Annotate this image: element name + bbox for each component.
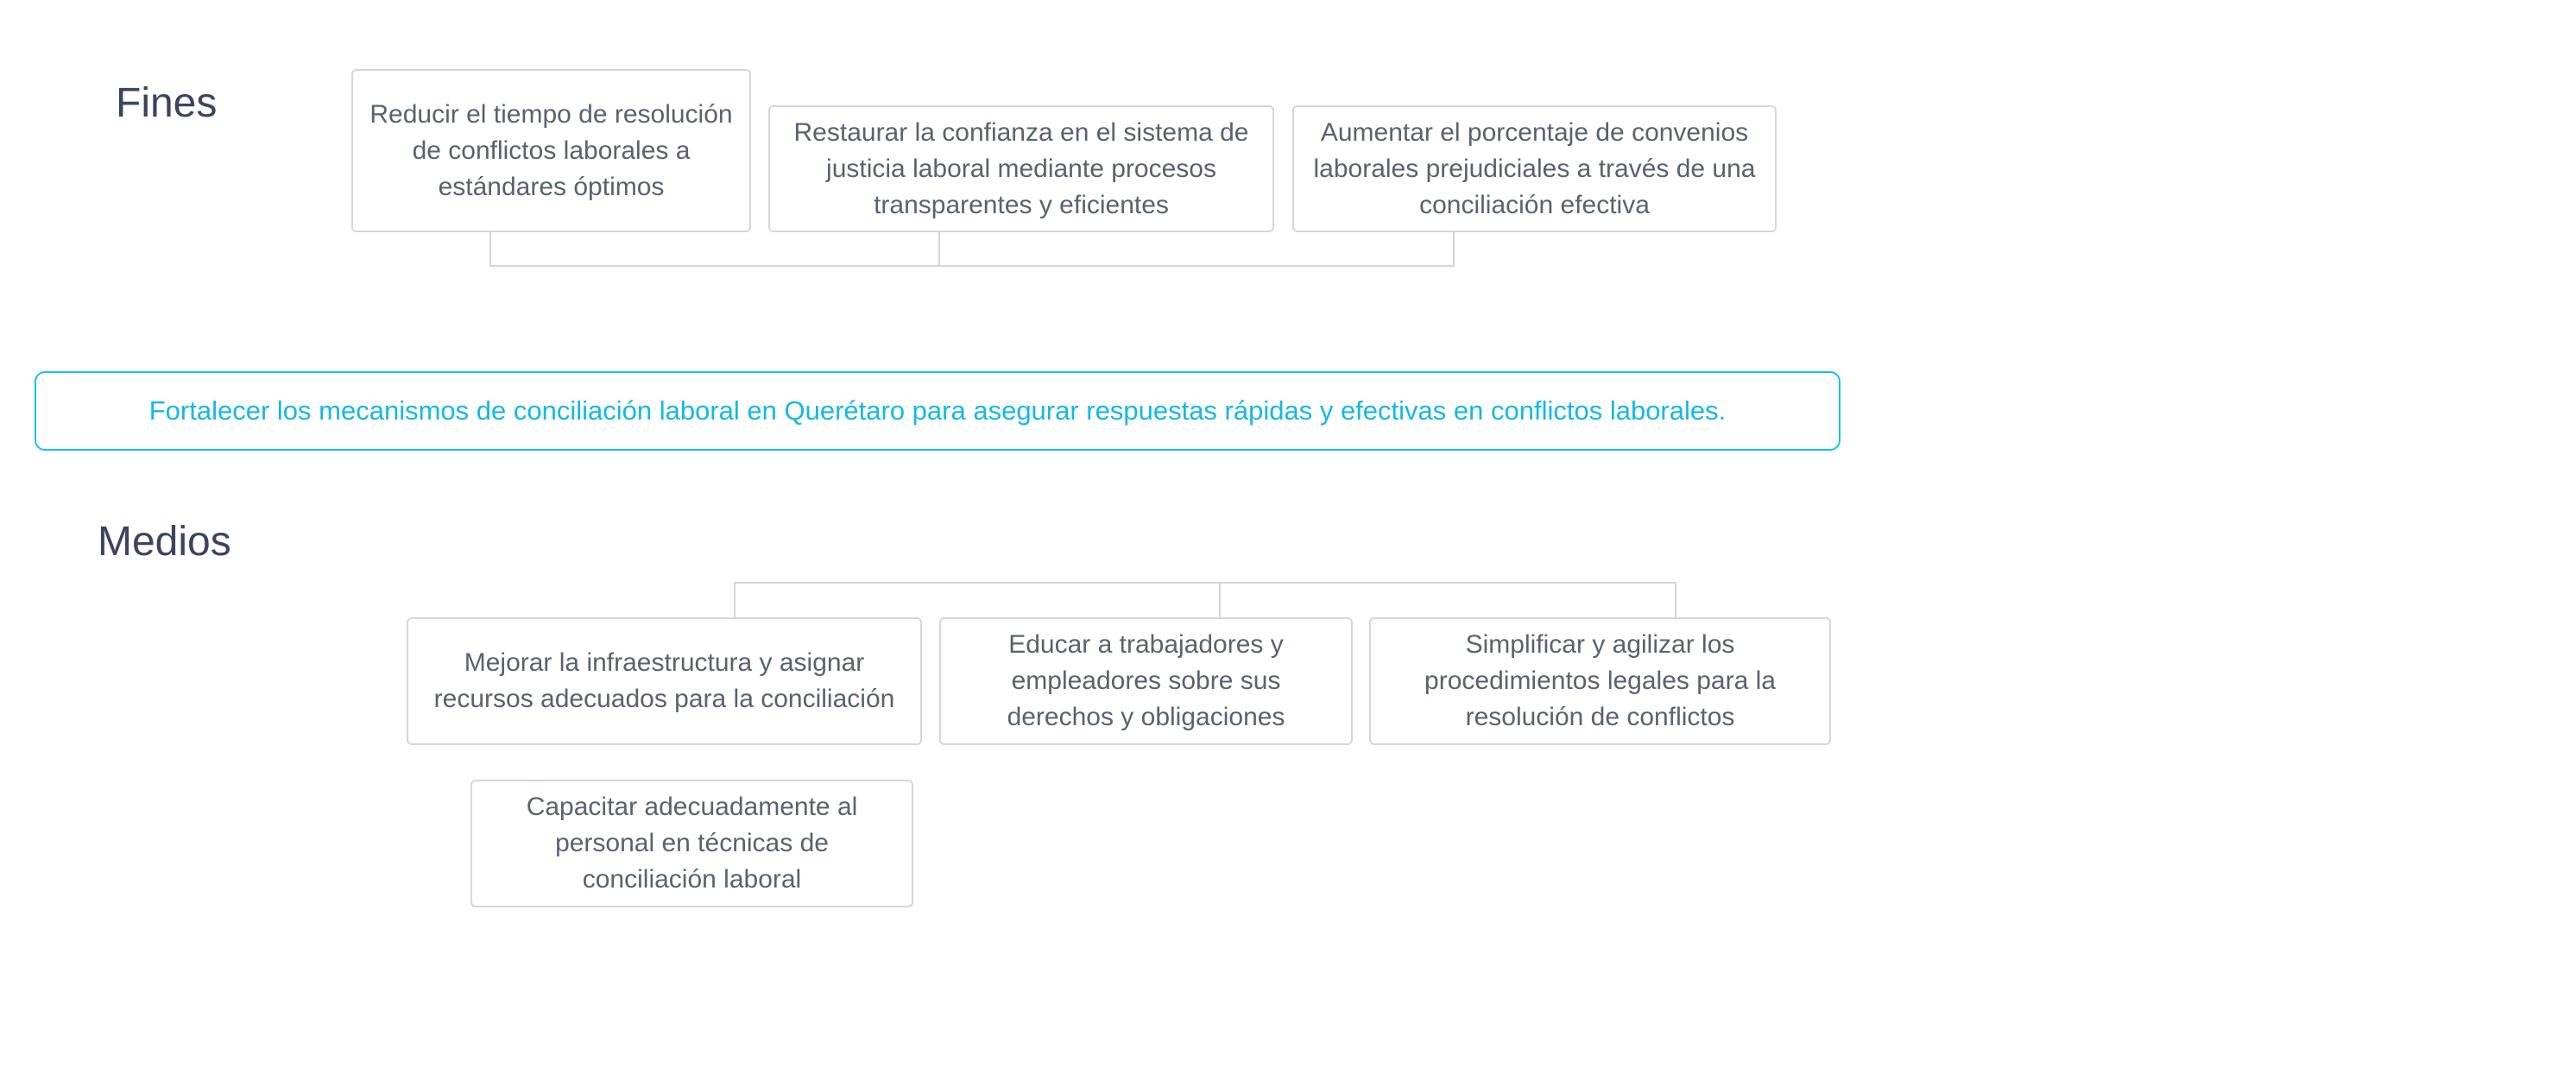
medio-node-2 [939, 617, 1353, 745]
medios-bracket [735, 583, 1676, 617]
medio-node-4-text: Capacitar adecuadamente al personal en técnicas de conciliación laboral [526, 793, 858, 894]
medios-title: Medios [98, 519, 231, 565]
fin-node-1-text: Reducir el tiempo de resolución de conflictos laborales a estándares óptimos [369, 99, 733, 201]
fin-node-2-text: Restaurar la confianza en el sistema de justicia laboral mediante procesos transparentes y eficientes [793, 117, 1249, 219]
fin-node-2 [768, 105, 1274, 232]
medio-node-3 [1369, 617, 1831, 745]
fines-bracket [490, 232, 1454, 266]
central-objective-text: Fortalecer los mecanismos de conciliación laboral en Querétaro para asegurar respuestas rápidas y efectivas en conflictos laborales. [148, 395, 1727, 426]
fin-node-3 [1292, 105, 1777, 232]
central-objective [35, 371, 1840, 451]
medio-node-1 [407, 617, 922, 745]
fines-title: Fines [116, 80, 218, 126]
medio-node-2-text: Educar a trabajadores y empleadores sobre sus derechos y obligaciones [1007, 630, 1285, 731]
medio-node-1-text: Mejorar la infraestructura y asignar recursos adecuados para la conciliación [433, 648, 895, 713]
medio-node-3-text: Simplificar y agilizar los procedimientos legales para la resolución de conflictos [1424, 630, 1776, 731]
fin-node-1 [351, 69, 751, 232]
medio-node-4 [470, 780, 913, 907]
fin-node-3-text: Aumentar el porcentaje de convenios laborales prejudiciales a través de una conciliación efectiva [1313, 117, 1756, 219]
